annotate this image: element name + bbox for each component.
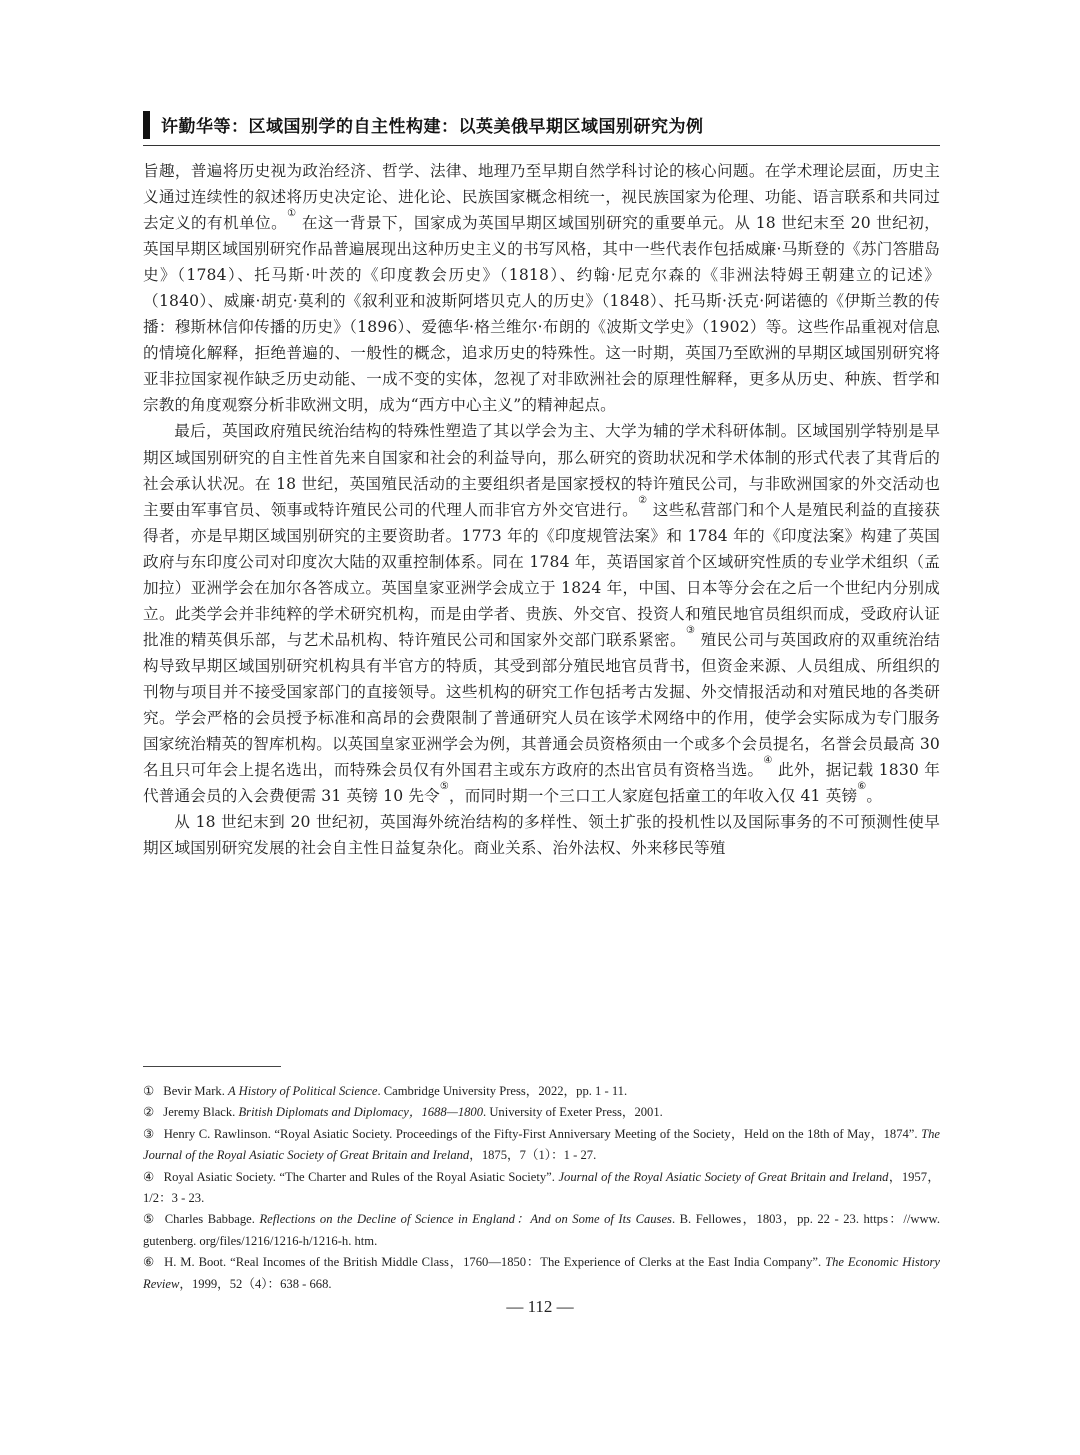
body-text xyxy=(143,158,940,861)
footnote-mark: ② xyxy=(143,1105,155,1120)
footnote-item xyxy=(143,1102,940,1123)
footnote-title: The Journal of the Royal Asiatic Society of Great Britain and Ireland xyxy=(143,1126,940,1163)
footnote-item xyxy=(143,1252,940,1295)
paragraph-text: 最后，英国政府殖民统治结构的特殊性塑造了其以学会为主、大学为辅的学术科研体制。区域国别学特别是早期区域国别研究的自主性首先来自国家和社会的利益导向，那么研究的资助状况和学术体制的形式代表了其背后的社会承认状况。在 18 世纪，英国殖民活动的主要组织者是国家授权的特许殖民公司，与非欧洲国家的外交活动也主要由军事官员、领事或特许殖民公司的代理人而非官方外交官进行。 xyxy=(143,422,940,519)
footnote-text: Bevir Mark. xyxy=(163,1084,228,1098)
header-title: 许勤华等：区域国别学的自主性构建：以英美俄早期区域国别研究为例 xyxy=(161,117,704,137)
footnote-ref-1[interactable]: ① xyxy=(287,208,297,220)
footnote-text: Charles Babbage. xyxy=(164,1212,260,1227)
paragraph-text: 在这一背景下，国家成为英国早期区域国别研究的重要单元。从 18 世纪末至 20 世纪初，英国早期区域国别研究作品普遍展现出这种历史主义的书写风格，其中一些代表作包括威廉·马斯登的《苏门答腊岛史》（1784）、托马斯·叶茨的《印度教会历史》（1818）、约翰·尼克尔森的《非洲法特姆王朝建立的记述》（1840）、威廉·胡克·莫利的《叙利亚和波斯阿塔贝克人的历史》（1848）、托马斯·沃克·阿诺德的《伊斯兰教的传播：穆斯林信仰传播的历史》（1896）、爱德华·格兰维尔·布朗的《波斯文学史》（1902）等。这些作品重视对信息的情境化解释，拒绝普遍的、一般性的概念，追求历史的特殊性。这一时期，英国乃至欧洲的早期区域国别研究将亚非拉国家视作缺乏历史动能、一成不变的实体，忽视了对非欧洲社会的原理性解释，更多从历史、种族、哲学和宗教的角度观察分析非欧洲文明，成为“西方中心主义”的精神起点。 xyxy=(143,214,940,415)
paragraph-text: ，而同时期一个三口工人家庭包括童工的年收入仅 41 英镑 xyxy=(449,787,858,806)
footnote-ref-3[interactable]: ③ xyxy=(685,624,696,636)
footnote-mark: ⑤ xyxy=(143,1212,156,1227)
footnote-ref-6[interactable]: ⑥ xyxy=(857,781,867,793)
footnote-mark: ① xyxy=(143,1084,155,1098)
page-number: — 112 — xyxy=(506,1297,574,1316)
footnote-ref-2[interactable]: ② xyxy=(638,494,648,506)
footnote-item xyxy=(143,1167,940,1210)
footnote-title: The Economic History Review xyxy=(143,1255,941,1291)
paragraph-1 xyxy=(143,158,940,418)
paragraph-text: 殖民公司与英国政府的双重统治结构导致早期区域国别研究机构具有半官方的特质，其受到部分殖民地官员背书，但资金来源、人员组成、所组织的刊物与项目并不接受国家部门的直接领导。这些机构的研究工作包括考古发掘、外交情报活动和对殖民地的各类研究。学会严格的会员授予标准和高昂的会费限制了普通研究人员在该学术网络中的作用，使学会实际成为专门服务国家统治精英的智库机构。以英国皇家亚洲学会为例，其普通会员资格须由一个或多个会员提名，名誉会员最高 30 名且只可年会上提名选出，而特殊会员仅有外国君主或东方政府的杰出官员有资格当选。 xyxy=(143,630,940,780)
footnote-title: Reflections on the Decline of Science in England：And on Some of Its Causes xyxy=(259,1212,672,1227)
footnote-ref-4[interactable]: ④ xyxy=(763,755,773,767)
footnote-text: ，1875，7（1）：1 - 27. xyxy=(469,1148,597,1163)
paragraph-3: 从 18 世纪末到 20 世纪初，英国海外统治结构的多样性、领土扩张的投机性以及国际事务的不可预测性使早期区域国别研究发展的社会自主性日益复杂化。商业关系、治外法权、外来移民等殖 xyxy=(143,813,940,858)
footnote-separator xyxy=(143,1066,281,1067)
footnote-text: . Cambridge University Press，2022，pp. 1 - 11. xyxy=(377,1084,628,1098)
footnote-text: Royal Asiatic Society. “The Charter and Rules of the Royal Asiatic Society”. xyxy=(163,1169,559,1184)
footnote-title: Journal of the Royal Asiatic Society of Great Britain and Ireland xyxy=(558,1169,889,1184)
paragraph-text: 此外，据记载 1830 年代普通会员的入会费便需 31 英镑 10 先令 xyxy=(143,761,940,806)
footnote-text: Jeremy Black. xyxy=(163,1105,239,1120)
footnote-text: . B. Fellowes，1803，pp. 22 - 23. https：//www. gutenberg. org/files/1216/1216-h/1216-h. htm. xyxy=(143,1212,940,1248)
footnote-item xyxy=(143,1081,940,1102)
footnote-mark: ④ xyxy=(143,1169,155,1184)
footnote-text: H. M. Boot. “Real Incomes of the British Middle Class，1760—1850：The Experience of Clerks at the East India Company”. xyxy=(164,1255,826,1270)
footnotes xyxy=(143,1081,940,1295)
footnote-text: Henry C. Rawlinson. “Royal Asiatic Society. Proceedings of the Fifty-First Anniversary Meeting of the Society，Held on the 18th of May，1874”. xyxy=(163,1126,922,1141)
footnote-title: British Diplomats and Diplomacy，1688—1800 xyxy=(238,1105,484,1120)
footnote-text: . University of Exeter Press，2001. xyxy=(483,1105,663,1120)
footnote-item xyxy=(143,1209,940,1252)
footnote-ref-5[interactable]: ⑤ xyxy=(439,781,449,793)
running-header xyxy=(143,107,940,146)
paragraph-text: 。 xyxy=(866,787,883,806)
footnote-text: ，1957，1/2：3 - 23. xyxy=(143,1169,940,1206)
footnote-item xyxy=(143,1124,940,1167)
paragraph-2 xyxy=(143,418,940,809)
header-bar-mark xyxy=(143,111,150,139)
footnote-text: ，1999，52（4）：638 - 668. xyxy=(179,1276,332,1291)
footnote-title: A History of Political Science xyxy=(228,1084,378,1098)
footnote-mark: ③ xyxy=(143,1126,155,1141)
paragraph-text: 旨趣，普遍将历史视为政治经济、哲学、法律、地理乃至早期自然学科讨论的核心问题。在学术理论层面，历史主义通过连续性的叙述将历史决定论、进化论、民族国家概念相统一，视民族国家为伦理、功能、语言联系和共同过去定义的有机单位。 xyxy=(143,162,940,233)
paragraph-text: 这些私营部门和个人是殖民利益的直接获得者，亦是早期区域国别研究的主要资助者。1773 年的《印度规管法案》和 1784 年的《印度法案》构建了英国政府与东印度公司对印度次大陆的双重控制体系。同在 1784 年，英语国家首个区域研究性质的专业学术组织（孟加拉）亚洲学会在加尔各答成立。英国皇家亚洲学会成立于 1824 年，中国、日本等分会在之后一个世纪内分别成立。此类学会并非纯粹的学术研究机构，而是由学者、贵族、外交官、投资人和殖民地官员组织而成，受政府认证批准的精英俱乐部，与艺术品机构、特许殖民公司和国家外交部门联系紧密。 xyxy=(143,500,940,649)
footnote-mark: ⑥ xyxy=(143,1255,156,1270)
